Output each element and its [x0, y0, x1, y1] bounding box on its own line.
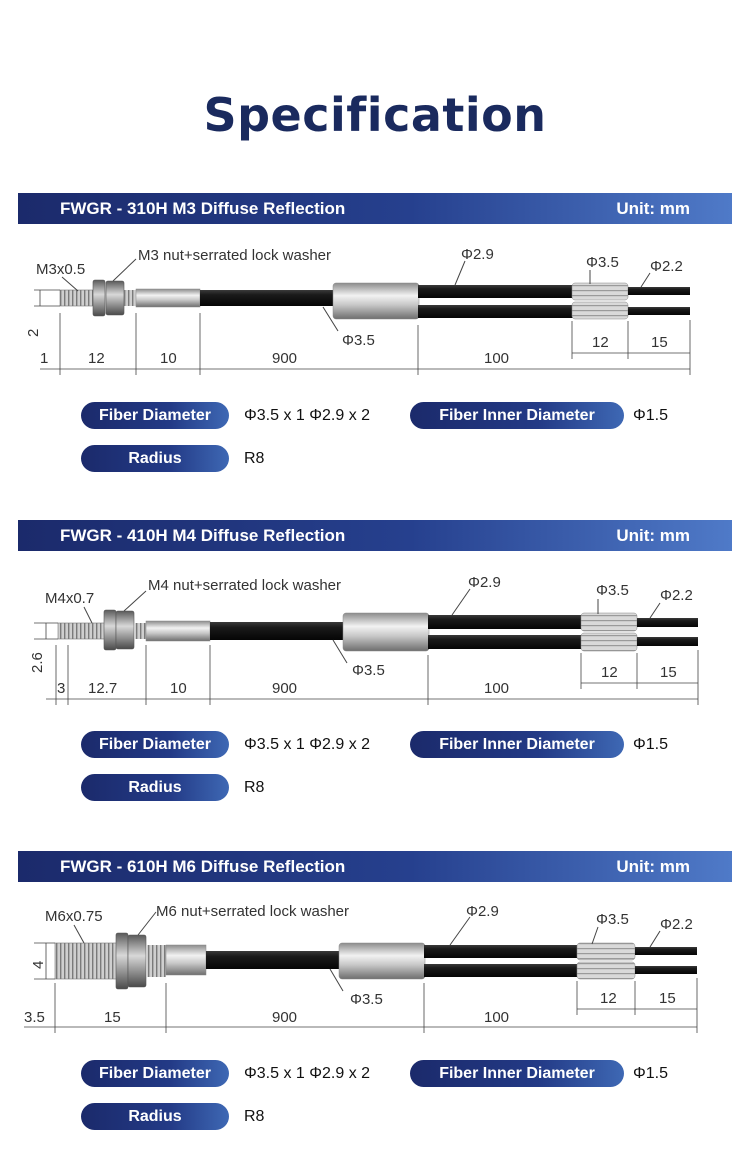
spec-value-radius: R8 — [244, 450, 265, 467]
spec-pill-fiber-diameter: Fiber Diameter — [81, 1060, 229, 1087]
unit-label: Unit: mm — [616, 526, 690, 545]
end-dim-1: 12 — [600, 990, 617, 1007]
threaded-head — [58, 623, 106, 639]
end-dim-2: 15 — [660, 664, 677, 681]
fiber-diagram-310h — [0, 235, 750, 395]
spec-pill-inner-diameter: Fiber Inner Diameter — [410, 731, 624, 758]
end-dim-1: 12 — [592, 334, 609, 351]
threaded-head — [60, 290, 96, 306]
lock-washer — [116, 933, 128, 989]
dim-4: 900 — [272, 350, 298, 367]
lock-washer — [93, 280, 105, 316]
fiber-cable — [206, 951, 341, 969]
tip-diameter-label: Φ2.2 — [650, 258, 683, 275]
spec-pill-inner-diameter: Fiber Inner Diameter — [410, 402, 624, 429]
model-name: FWGR - 310H M3 Diffuse Reflection — [60, 199, 346, 218]
model-name: FWGR - 410H M4 Diffuse Reflection — [60, 526, 346, 545]
spec-value-radius: R8 — [244, 779, 265, 796]
nut-label: M4 nut+serrated lock washer — [148, 577, 342, 594]
thread-label: M4x0.7 — [45, 590, 95, 607]
thread-label: M6x0.75 — [45, 908, 103, 925]
spec-value-fiber-diameter: Φ3.5 x 1 Φ2.9 x 2 — [244, 736, 371, 753]
spec-value-fiber-diameter: Φ3.5 x 1 Φ2.9 x 2 — [244, 1065, 371, 1082]
height-dimension: 2.6 — [29, 652, 46, 673]
dim-2: 12.7 — [88, 680, 118, 697]
dim-4: 100 — [484, 1009, 510, 1026]
probe-sleeve — [146, 621, 210, 641]
probe-sleeve — [136, 289, 200, 307]
end-sleeve-diameter-label: Φ3.5 — [596, 911, 629, 928]
fiber-cable — [210, 622, 345, 640]
section-header-310h — [18, 193, 732, 224]
end-sleeve-top — [577, 943, 635, 960]
threaded-head — [55, 943, 117, 979]
tip-diameter-label: Φ2.2 — [660, 587, 693, 604]
lock-washer — [104, 610, 116, 650]
thread-back — [146, 945, 166, 977]
fiber-tip-top — [635, 947, 697, 955]
tip-diameter-label: Φ2.2 — [660, 916, 693, 933]
nut-label: M3 nut+serrated lock washer — [138, 247, 332, 264]
end-dim-2: 15 — [659, 990, 676, 1007]
splitter-sleeve — [343, 613, 429, 651]
end-sleeve-top — [572, 283, 628, 300]
dim-2: 12 — [88, 350, 105, 367]
dim-3: 10 — [170, 680, 187, 697]
end-sleeve-bottom — [577, 962, 635, 979]
dim-5: 100 — [484, 680, 510, 697]
nut-label: M6 nut+serrated lock washer — [156, 903, 350, 920]
spec-value-inner-diameter: Φ1.5 — [633, 407, 669, 424]
end-sleeve-top — [581, 613, 637, 631]
end-sleeve-diameter-label: Φ3.5 — [586, 254, 619, 271]
unit-label: Unit: mm — [616, 857, 690, 876]
fiber-tip-bottom — [628, 307, 690, 315]
fiber-diagram-610h — [0, 893, 750, 1053]
fiber-branch-top — [428, 615, 583, 629]
end-dim-1: 12 — [601, 664, 618, 681]
spec-value-fiber-diameter: Φ3.5 x 1 Φ2.9 x 2 — [244, 407, 371, 424]
fiber-branch-top — [424, 945, 579, 958]
hex-nut — [116, 611, 134, 649]
end-sleeve-diameter-label: Φ3.5 — [596, 582, 629, 599]
thread-back — [134, 623, 146, 639]
end-dim-2: 15 — [651, 334, 668, 351]
dim-1: 3 — [57, 680, 66, 697]
end-sleeve-bottom — [572, 302, 628, 319]
splitter-diameter-label: Φ3.5 — [352, 662, 385, 679]
spec-pill-fiber-diameter: Fiber Diameter — [81, 402, 229, 429]
fiber-diameter-label: Φ2.9 — [466, 903, 499, 920]
section-header-610h — [18, 851, 732, 882]
fiber-cable — [200, 290, 335, 306]
fiber-branch-bottom — [424, 964, 579, 977]
fiber-tip-top — [637, 618, 698, 627]
spec-pill-radius: Radius — [81, 774, 229, 801]
page-title: Specification — [203, 88, 547, 142]
spec-value-inner-diameter: Φ1.5 — [633, 736, 669, 753]
spec-pill-fiber-diameter: Fiber Diameter — [81, 731, 229, 758]
splitter-sleeve — [339, 943, 425, 979]
spec-pill-radius: Radius — [81, 445, 229, 472]
hex-nut — [128, 935, 146, 987]
dim-4: 900 — [272, 680, 298, 697]
dim-3: 10 — [160, 350, 177, 367]
spec-pill-radius: Radius — [81, 1103, 229, 1130]
model-name: FWGR - 610H M6 Diffuse Reflection — [60, 857, 346, 876]
spec-value-radius: R8 — [244, 1108, 265, 1125]
fiber-diameter-label: Φ2.9 — [461, 246, 494, 263]
fiber-branch-top — [418, 285, 574, 298]
dim-2: 15 — [104, 1009, 121, 1026]
splitter-diameter-label: Φ3.5 — [342, 332, 375, 349]
height-dimension: 4 — [30, 960, 47, 969]
splitter-sleeve — [333, 283, 419, 319]
dim-1: 3.5 — [24, 1009, 45, 1026]
hex-nut — [106, 281, 124, 315]
section-header-410h — [18, 520, 732, 551]
splitter-diameter-label: Φ3.5 — [350, 991, 383, 1008]
probe-sleeve — [166, 945, 206, 975]
fiber-tip-top — [628, 287, 690, 295]
dim-3: 900 — [272, 1009, 298, 1026]
dim-1: 1 — [40, 350, 49, 367]
fiber-tip-bottom — [637, 637, 698, 646]
fiber-tip-bottom — [635, 966, 697, 974]
fiber-branch-bottom — [418, 305, 574, 318]
dim-5: 100 — [484, 350, 510, 367]
end-sleeve-bottom — [581, 633, 637, 651]
fiber-diagram-410h — [0, 565, 750, 725]
height-dimension: 2 — [25, 328, 42, 337]
fiber-diameter-label: Φ2.9 — [468, 574, 501, 591]
unit-label: Unit: mm — [616, 199, 690, 218]
thread-label: M3x0.5 — [36, 261, 86, 278]
fiber-branch-bottom — [428, 635, 583, 649]
spec-pill-inner-diameter: Fiber Inner Diameter — [410, 1060, 624, 1087]
thread-back — [124, 290, 136, 306]
spec-value-inner-diameter: Φ1.5 — [633, 1065, 669, 1082]
